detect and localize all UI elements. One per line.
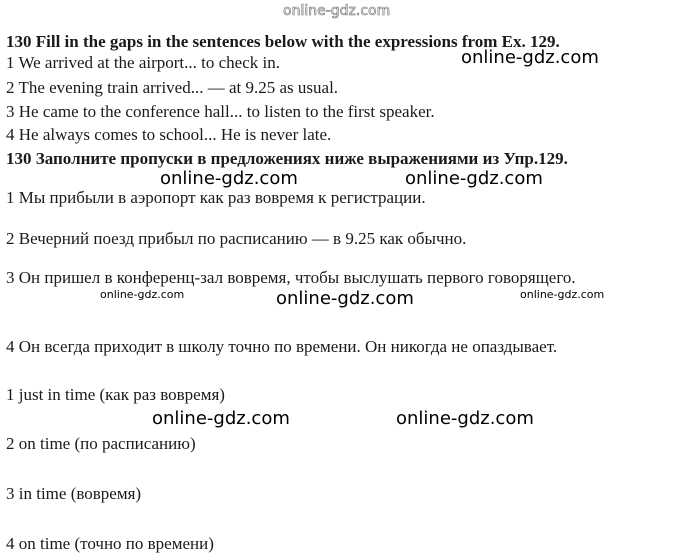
watermark-top: online-gdz.com (283, 3, 391, 19)
russian-sentence-1: 1 Мы прибыли в аэропорт как раз вовремя к регистрации. (6, 188, 426, 207)
watermark-2: online-gdz.com (160, 168, 298, 189)
watermark-3: online-gdz.com (405, 168, 543, 189)
answer-1: 1 just in time (как раз вовремя) (6, 385, 225, 404)
english-sentence-2: 2 The evening train arrived... — at 9.25 as usual. (6, 78, 339, 97)
russian-sentence-3: 3 Он пришел в конференц-зал вовремя, чтобы выслушать первого говорящего. (6, 268, 576, 287)
russian-sentence-2: 2 Вечерний поезд прибыл по расписанию — в 9.25 как обычно. (6, 229, 467, 248)
answer-4: 4 on time (точно по времени) (6, 534, 214, 553)
english-sentence-3: 3 He came to the conference hall... to listen to the first speaker. (6, 102, 435, 121)
english-sentence-1: 1 We arrived at the airport... to check in. (6, 53, 280, 72)
russian-heading: 130 Заполните пропуски в предложениях ниже выражениями из Упр.129. (6, 149, 568, 168)
english-heading: 130 Fill in the gaps in the sentences below with the expressions from Ex. 129. (6, 32, 560, 51)
watermark-6: online-gdz.com (396, 408, 534, 429)
answer-2: 2 on time (по расписанию) (6, 434, 196, 453)
russian-sentence-4: 4 Он всегда приходит в школу точно по времени. Он никогда не опаздывает. (6, 337, 558, 356)
watermark-1: online-gdz.com (461, 47, 599, 68)
watermark-4: online-gdz.com (276, 288, 414, 309)
watermark-5: online-gdz.com (152, 408, 290, 429)
english-sentence-4: 4 He always comes to school... He is never late. (6, 125, 332, 144)
answer-3: 3 in time (вовремя) (6, 484, 142, 503)
watermark-small-1: online-gdz.com (100, 288, 185, 301)
watermark-small-2: online-gdz.com (520, 288, 605, 301)
